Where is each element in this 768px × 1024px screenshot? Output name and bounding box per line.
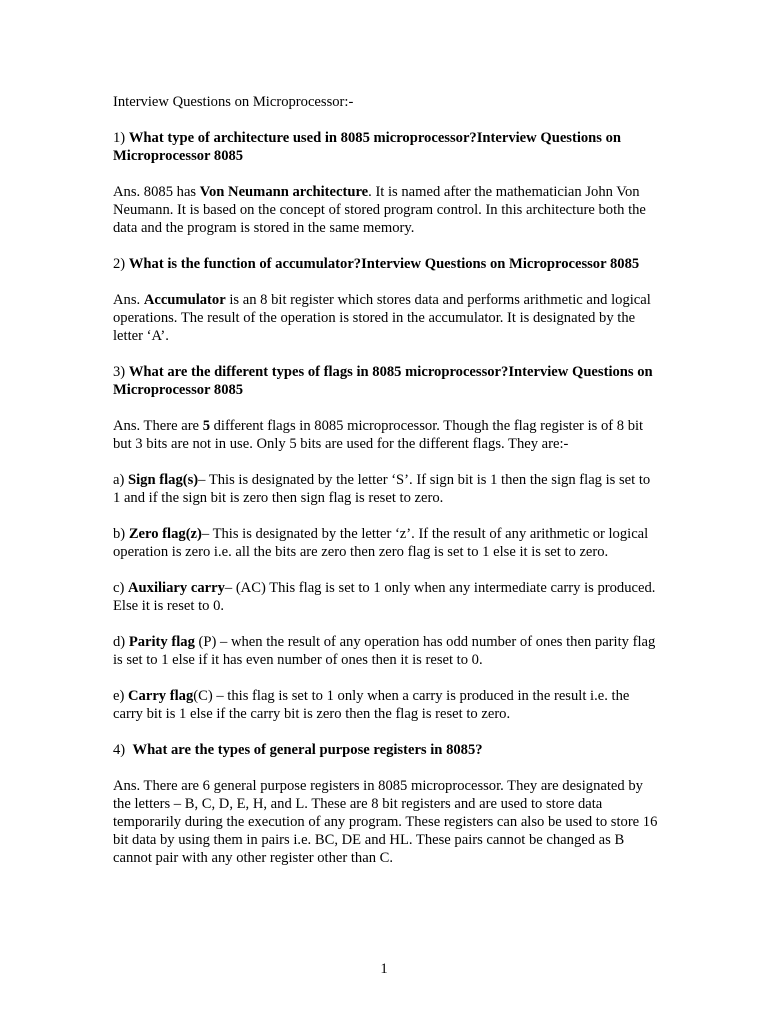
question-2-number: 2) bbox=[113, 256, 129, 272]
answer-1 bbox=[113, 183, 658, 237]
flag-item-desc: – This is designated by the letter ‘S’. If sign bit is 1 then the sign flag is set to 1 and if the sign bit is zero then sign flag is reset to zero. bbox=[113, 472, 651, 506]
answer-3 bbox=[113, 417, 658, 453]
flag-item-desc: – This is designated by the letter ‘z’. If the result of any arithmetic or logical operation is zero i.e. all the bits are zero then zero flag is set to 1 else it is set to zero. bbox=[113, 526, 649, 560]
answer-3-prefix: Ans. There are bbox=[113, 418, 203, 434]
answer-1-prefix: Ans. 8085 has bbox=[113, 184, 200, 200]
flag-item-parity bbox=[113, 633, 658, 669]
answer-4: Ans. There are 6 general purpose registers in 8085 microprocessor. They are designated by the letters – B, C, D, E, H, and L. These are 8 bit registers and are used to store data temporarily during the execution of any program. These registers can also be used to store 16 bit data by using them in pairs i.e. BC, DE and HL. These pairs cannot be changed as B cannot pair with any other register other than C. bbox=[113, 778, 658, 866]
answer-2-term: Accumulator bbox=[143, 292, 226, 308]
flag-item-letter: c) bbox=[113, 580, 128, 596]
flag-item-name: Parity flag bbox=[128, 634, 195, 650]
question-1-text: What type of architecture used in 8085 microprocessor?Interview Questions on Microprocessor 8085 bbox=[113, 130, 622, 164]
page-number: 1 bbox=[380, 961, 388, 977]
answer-2-text: is an 8 bit register which stores data and performs arithmetic and logical operations. The result of the operation is stored in the accumulator. It is designated by the letter ‘A’. bbox=[113, 292, 651, 344]
flag-item-name: Zero flag(z) bbox=[128, 526, 202, 542]
flag-item-desc: (P) – when the result of any operation has odd number of ones then parity flag is set to 1 else if it has even number of ones then it is reset to 0. bbox=[113, 634, 656, 668]
question-2 bbox=[113, 255, 658, 273]
flag-item-name: Carry flag bbox=[128, 688, 194, 704]
flag-item-desc: – (AC) This flag is set to 1 only when any intermediate carry is produced. Else it is reset to 0. bbox=[113, 580, 656, 614]
answer-2-prefix: Ans. bbox=[113, 292, 144, 308]
flag-item-name: Auxiliary carry bbox=[128, 580, 225, 596]
document-body bbox=[113, 93, 658, 885]
flag-item-carry bbox=[113, 687, 658, 723]
question-4 bbox=[113, 741, 658, 759]
flag-item-sign bbox=[113, 471, 658, 507]
flag-item-letter: a) bbox=[113, 472, 128, 488]
question-1-number: 1) bbox=[113, 130, 129, 146]
question-1 bbox=[113, 129, 658, 165]
flag-item-name: Sign flag(s) bbox=[128, 472, 199, 488]
question-4-number: 4) bbox=[113, 742, 133, 758]
answer-1-term: Von Neumann architecture bbox=[199, 184, 369, 200]
question-4-text: What are the types of general purpose registers in 8085? bbox=[132, 742, 483, 758]
document-title: Interview Questions on Microprocessor:- bbox=[113, 94, 354, 110]
flag-item-letter: d) bbox=[113, 634, 129, 650]
question-3-text: What are the different types of flags in 8085 microprocessor?Interview Questions on Microprocessor 8085 bbox=[113, 364, 653, 398]
flag-item-zero bbox=[113, 525, 658, 561]
flag-item-letter: e) bbox=[113, 688, 128, 704]
answer-1-text: . It is named after the mathematician John Von Neumann. It is based on the concept of stored program control. In this architecture both the data and the program is stored in the same memory. bbox=[113, 184, 646, 236]
answer-3-count: 5 bbox=[202, 418, 210, 434]
flag-item-letter: b) bbox=[113, 526, 129, 542]
answer-3-text: different flags in 8085 microprocessor. Though the flag register is of 8 bit but 3 bits are not in use. Only 5 bits are used for the different flags. They are:- bbox=[113, 418, 644, 452]
flag-item-desc: (C) – this flag is set to 1 only when a carry is produced in the result i.e. the carry bit is 1 else if the carry bit is zero then the flag is reset to zero. bbox=[113, 688, 630, 722]
question-3 bbox=[113, 363, 658, 399]
flag-item-auxiliary-carry bbox=[113, 579, 658, 615]
question-3-number: 3) bbox=[113, 364, 129, 380]
question-2-text: What is the function of accumulator?Interview Questions on Microprocessor 8085 bbox=[128, 256, 640, 272]
answer-2 bbox=[113, 291, 658, 345]
